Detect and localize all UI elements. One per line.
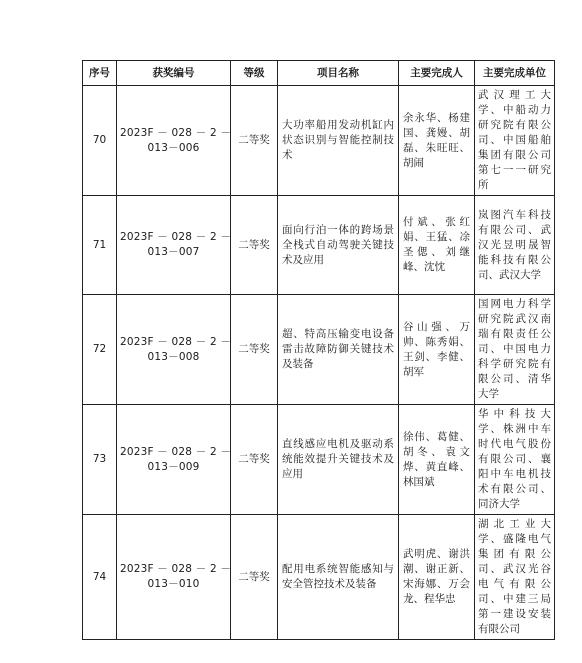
table-row — [83, 295, 555, 405]
header-grade: 等级 — [231, 61, 278, 86]
table-row — [83, 196, 555, 295]
award-table — [82, 60, 555, 640]
award-code-line2: 013－008 — [147, 350, 200, 363]
award-code-line2: 013－006 — [147, 141, 200, 154]
award-code-line1: 2023F － 028 － 2 － — [120, 126, 232, 139]
award-code-line1: 2023F － 028 － 2 － — [120, 335, 232, 348]
header-main-contributors: 主要完成人 — [399, 61, 475, 86]
table-row — [83, 86, 555, 196]
cell-serial: 74 — [83, 515, 117, 640]
cell-serial: 72 — [83, 295, 117, 405]
cell-project-name: 超、特高压输变电设备雷击故障防御关键技术及装备 — [278, 295, 399, 405]
cell-grade: 二等奖 — [231, 515, 278, 640]
cell-main-contributors: 徐伟、葛健、胡冬、袁文烨、黄直峰、林国斌 — [399, 405, 475, 515]
cell-main-units: 岚图汽车科技有限公司、武汉光昱明晟智能科技有限公司、武汉大学 — [475, 196, 555, 295]
award-code-line2: 013－009 — [147, 460, 200, 473]
table-row — [83, 405, 555, 515]
header-project-name: 项目名称 — [278, 61, 399, 86]
cell-main-contributors: 余永华、杨建国、龚嫚、胡磊、朱旺旺、胡闹 — [399, 86, 475, 196]
cell-grade: 二等奖 — [231, 405, 278, 515]
cell-main-units: 武汉理工大学、中船动力研究院有限公司、中国船舶集团有限公司第七一一研究所 — [475, 86, 555, 196]
cell-main-units: 湖北工业大学、盛隆电气集团有限公司、武汉光谷电气有限公司、中建三局第一建设安装有限公司 — [475, 515, 555, 640]
header-row — [83, 61, 555, 86]
cell-main-contributors: 武明虎、谢洪潮、谢正新、宋海娜、万会龙、程华忠 — [399, 515, 475, 640]
cell-award-code — [117, 515, 231, 640]
cell-grade: 二等奖 — [231, 196, 278, 295]
cell-award-code — [117, 196, 231, 295]
cell-grade: 二等奖 — [231, 86, 278, 196]
cell-grade: 二等奖 — [231, 295, 278, 405]
award-code-line1: 2023F － 028 － 2 － — [120, 563, 232, 575]
award-code-line2: 013－010 — [147, 578, 200, 590]
cell-award-code — [117, 295, 231, 405]
cell-project-name: 面向行泊一体的跨场景全栈式自动驾驶关键技术及应用 — [278, 196, 399, 295]
cell-main-contributors: 付斌、张红娟、王猛、凃圣偲、刘继峰、沈忱 — [399, 196, 475, 295]
header-award-code: 获奖编号 — [117, 61, 231, 86]
header-main-units: 主要完成单位 — [475, 61, 555, 86]
table-body — [83, 86, 555, 640]
cell-award-code — [117, 86, 231, 196]
table-header — [83, 61, 555, 86]
cell-serial: 71 — [83, 196, 117, 295]
cell-main-units: 国网电力科学研究院武汉南瑞有限责任公司、中国电力科学研究院有限公司、清华大学 — [475, 295, 555, 405]
cell-serial: 73 — [83, 405, 117, 515]
award-code-line2: 013－007 — [147, 246, 200, 258]
cell-serial: 70 — [83, 86, 117, 196]
cell-award-code — [117, 405, 231, 515]
cell-project-name: 配用电系统智能感知与安全管控技术及装备 — [278, 515, 399, 640]
table-row — [83, 515, 555, 640]
header-serial: 序号 — [83, 61, 117, 86]
cell-project-name: 大功率船用发动机缸内状态识别与智能控制技术 — [278, 86, 399, 196]
cell-project-name: 直线感应电机及驱动系统能效提升关键技术及应用 — [278, 405, 399, 515]
award-code-line1: 2023F － 028 － 2 － — [120, 231, 232, 243]
cell-main-contributors: 谷山强、万帅、陈秀娟、王剑、李健、胡军 — [399, 295, 475, 405]
cell-main-units: 华中科技大学、株洲中车时代电气股份有限公司、襄阳中车电机技术有限公司、同济大学 — [475, 405, 555, 515]
award-code-line1: 2023F － 028 － 2 － — [120, 445, 232, 458]
